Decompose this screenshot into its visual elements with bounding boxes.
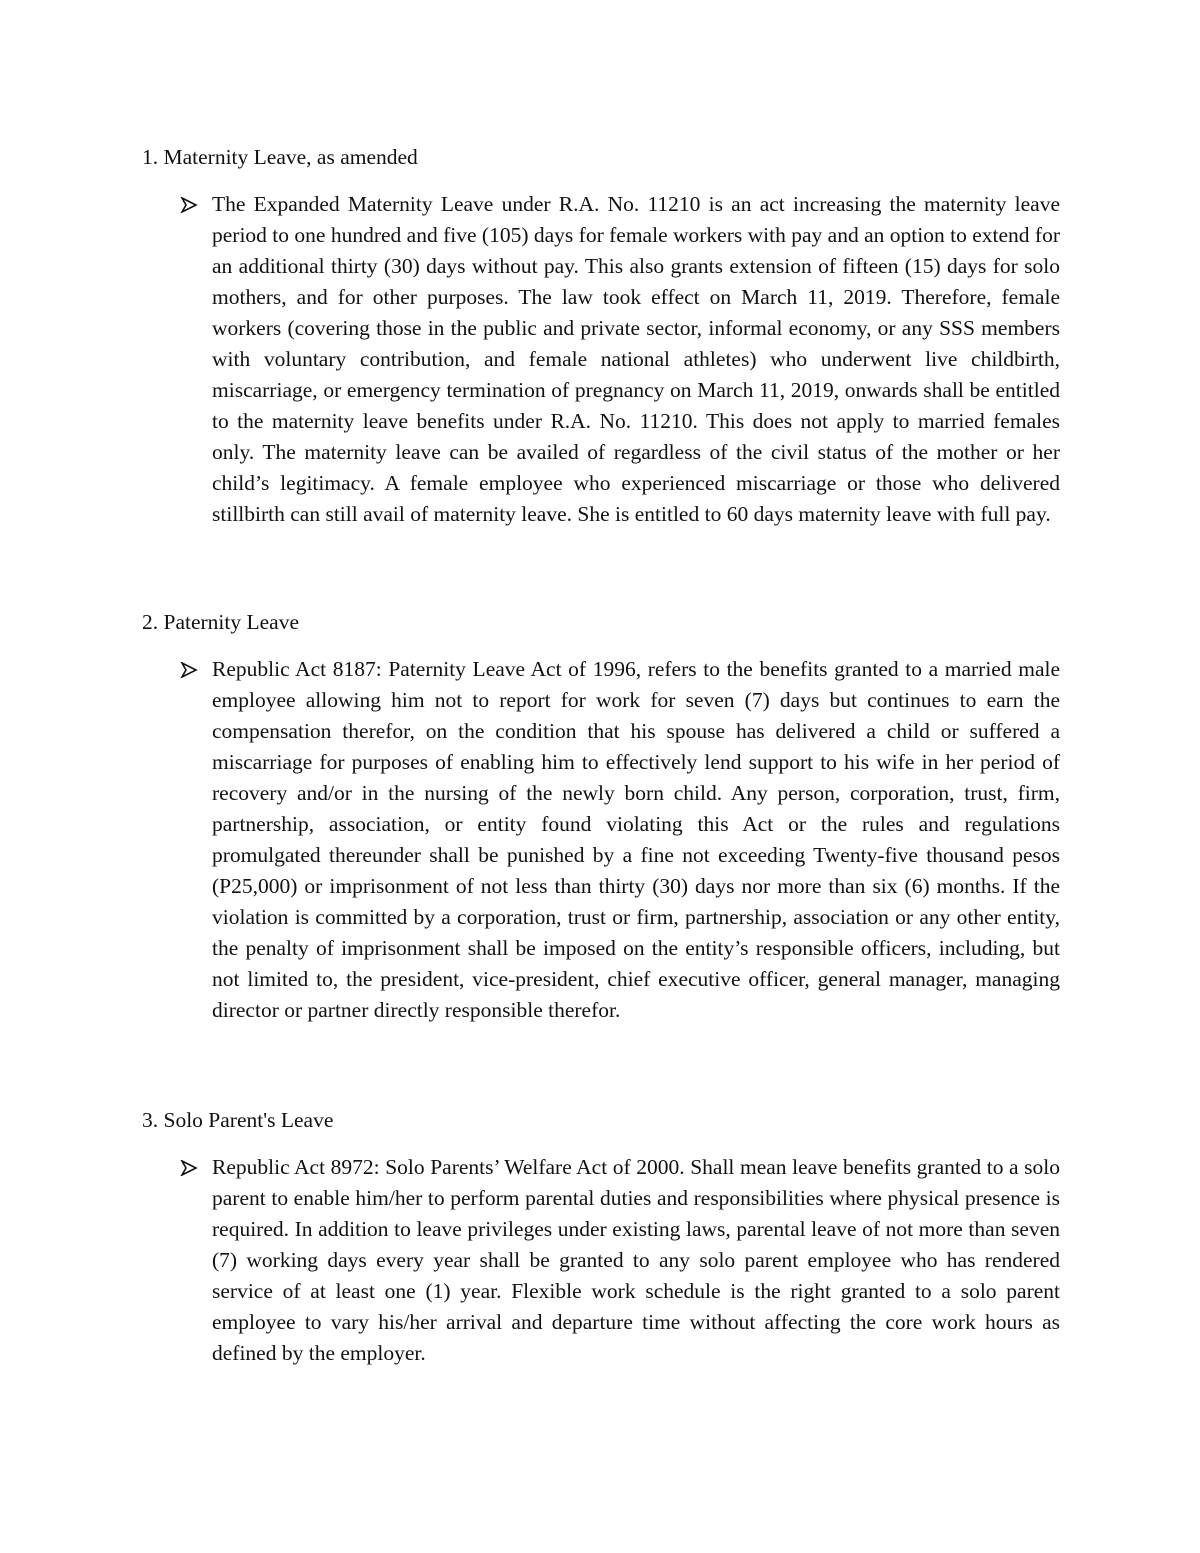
section-heading: 2. Paternity Leave	[142, 610, 300, 634]
section-maternity-leave	[142, 142, 1060, 530]
bullet-item	[142, 654, 1060, 1026]
section-paternity-leave	[142, 607, 1060, 1026]
bullet-item	[142, 1152, 1060, 1369]
arrow-bullet-icon	[180, 1160, 198, 1176]
arrow-bullet-icon	[180, 197, 198, 213]
arrow-bullet-icon	[180, 662, 198, 678]
section-heading: 3. Solo Parent's Leave	[142, 1108, 334, 1132]
section-solo-parent-leave	[142, 1105, 1060, 1369]
bullet-text: The Expanded Maternity Leave under R.A. No. 11210 is an act increasing the maternity leave period to one hundred and five (105) days for female workers with pay and an option to extend for an additional thirty (30) days without pay. This also grants extension of fifteen (15) days for solo mothers, and for other purposes. The law took effect on March 11, 2019. Therefore, female workers (covering those in the public and private sector, informal economy, or any SSS members with voluntary contribution, and female national athletes) who underwent live childbirth, miscarriage, or emergency termination of pregnancy on March 11, 2019, onwards shall be entitled to the maternity leave benefits under R.A. No. 11210. This does not apply to married females only. The maternity leave can be availed of regardless of the civil status of the mother or her child’s legitimacy. A female employee who experienced miscarriage or those who delivered stillbirth can still avail of maternity leave. She is entitled to 60 days maternity leave with full pay.	[212, 192, 1060, 526]
bullet-text: Republic Act 8972: Solo Parents’ Welfare Act of 2000. Shall mean leave benefits granted to a solo parent to enable him/her to perform parental duties and responsibilities where physical presence is required. In addition to leave privileges under existing laws, parental leave of not more than seven (7) working days every year shall be granted to any solo parent employee who has rendered service of at least one (1) year. Flexible work schedule is the right granted to a solo parent employee to vary his/her arrival and departure time without affecting the core work hours as defined by the employer.	[212, 1155, 1060, 1365]
bullet-text: Republic Act 8187: Paternity Leave Act of 1996, refers to the benefits granted to a married male employee allowing him not to report for work for seven (7) days but continues to earn the compensation therefor, on the condition that his spouse has delivered a child or suffered a miscarriage for purposes of enabling him to effectively lend support to his wife in her period of recovery and/or in the nursing of the newly born child. Any person, corporation, trust, firm, partnership, association, or entity found violating this Act or the rules and regulations promulgated thereunder shall be punished by a fine not exceeding Twenty-five thousand pesos (P25,000) or imprisonment of not less than thirty (30) days nor more than six (6) months. If the violation is committed by a corporation, trust or firm, partnership, association or any other entity, the penalty of imprisonment shall be imposed on the entity’s responsible officers, including, but not limited to, the president, vice-president, chief executive officer, general manager, managing director or partner directly responsible therefor.	[212, 657, 1060, 1022]
section-heading: 1. Maternity Leave, as amended	[142, 145, 418, 169]
bullet-item	[142, 189, 1060, 530]
